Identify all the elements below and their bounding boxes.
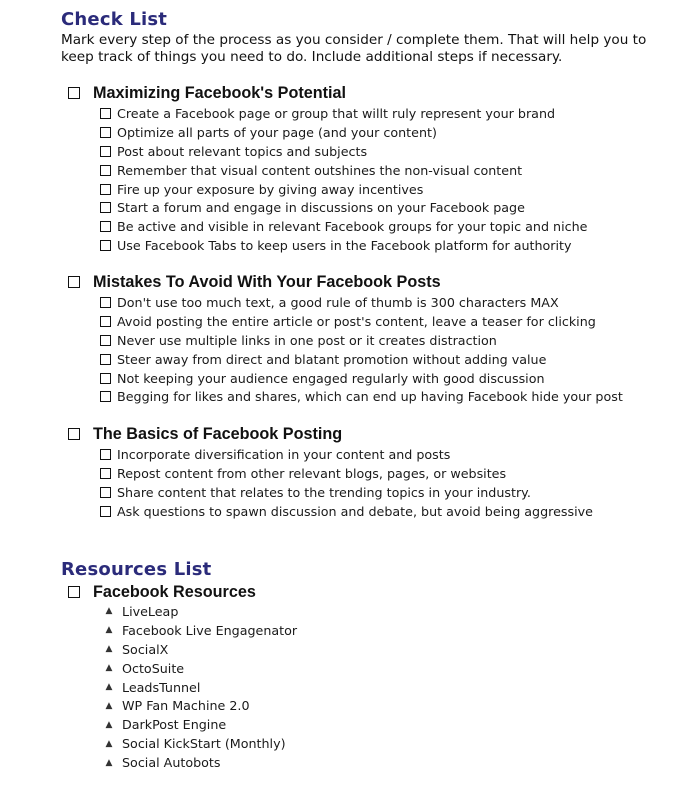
section-title (68, 83, 587, 103)
checkbox[interactable] (68, 586, 80, 598)
tent-bullet-icon: ▲ (105, 682, 113, 692)
resource-item (103, 753, 297, 772)
section-title-text: Maximizing Facebook's Potential (93, 83, 347, 102)
resource-item (103, 602, 297, 621)
checklist-item (100, 123, 587, 142)
checklist-item-text: Use Facebook Tabs to keep users in the Facebook platform for authority (117, 238, 572, 254)
checklist-item (100, 180, 587, 199)
section-basics (68, 424, 593, 521)
checkbox[interactable] (100, 184, 111, 195)
checklist-items (100, 293, 623, 406)
resources-heading: Resources List (61, 559, 212, 580)
checklist-item-text: Ask questions to spawn discussion and debate, but avoid being aggressive (117, 503, 593, 519)
checklist-item-text: Begging for likes and shares, which can end up having Facebook hide your post (117, 389, 623, 405)
checklist-heading: Check List (61, 9, 168, 30)
resource-item-text: LeadsTunnel (122, 679, 201, 695)
checkbox[interactable] (68, 428, 80, 440)
section-title (68, 272, 623, 292)
section-title (68, 582, 297, 602)
checklist-item-text: Remember that visual content outshines the non-visual content (117, 162, 523, 178)
resource-item-text: LiveLeap (122, 603, 179, 619)
checklist-items (100, 445, 593, 521)
checklist-item-text: Repost content from other relevant blogs, pages, or websites (117, 465, 507, 481)
checkbox[interactable] (100, 297, 111, 308)
checkbox[interactable] (68, 276, 80, 288)
checkbox[interactable] (100, 391, 111, 402)
checklist-item (100, 502, 593, 521)
checklist-item-text: Never use multiple links in one post or it creates distraction (117, 332, 497, 348)
section-maximizing (68, 83, 587, 255)
checkbox[interactable] (100, 335, 111, 346)
checkbox[interactable] (68, 87, 80, 99)
checkbox[interactable] (100, 449, 111, 460)
tent-bullet-icon: ▲ (105, 719, 113, 730)
checklist-item (100, 312, 623, 331)
resource-item-text: DarkPost Engine (122, 717, 227, 733)
resource-item (103, 696, 297, 715)
resource-item-text: Social Autobots (122, 755, 221, 771)
resource-item-text: OctoSuite (122, 660, 185, 676)
checkbox[interactable] (100, 468, 111, 479)
checkbox[interactable] (100, 354, 111, 365)
checklist-intro: Mark every step of the process as you consider / complete them. That will help you to keep track of things you need to do. Include additional steps if necessary. (61, 32, 647, 65)
checklist-item-text: Start a forum and engage in discussions on your Facebook page (117, 200, 525, 216)
checklist-item (100, 104, 587, 123)
resource-item (103, 678, 297, 697)
resource-item-text: Facebook Live Engagenator (122, 622, 298, 638)
checklist-item (100, 198, 587, 217)
section-title-text: Facebook Resources (93, 582, 256, 601)
checklist-item-text: Be active and visible in relevant Facebook groups for your topic and niche (117, 219, 588, 235)
tent-bullet-icon: ▲ (105, 625, 113, 636)
checklist-item (100, 369, 623, 388)
tent-bullet-icon: ▲ (105, 644, 113, 655)
checkbox[interactable] (100, 316, 111, 327)
resource-item-text: WP Fan Machine 2.0 (122, 698, 250, 714)
checklist-item (100, 483, 593, 502)
checklist-item (100, 161, 587, 180)
resource-item (103, 621, 297, 640)
checklist-item (100, 445, 593, 464)
checkbox[interactable] (100, 373, 111, 384)
tent-bullet-icon: ▲ (105, 700, 113, 711)
resource-item-text: SocialX (122, 641, 169, 657)
checkbox[interactable] (100, 165, 111, 176)
checklist-item (100, 464, 593, 483)
checklist-item (100, 350, 623, 369)
resource-item (103, 659, 297, 678)
checklist-item (100, 331, 623, 350)
checklist-items (100, 104, 587, 255)
checkbox[interactable] (100, 487, 111, 498)
checkbox[interactable] (100, 146, 111, 157)
resource-item (103, 640, 297, 659)
tent-bullet-icon: ▲ (105, 757, 113, 768)
tent-bullet-icon: ▲ (105, 738, 113, 749)
checklist-item-text: Create a Facebook page or group that willt ruly represent your brand (117, 105, 556, 121)
checkbox[interactable] (100, 127, 111, 138)
checklist-item-text: Post about relevant topics and subjects (117, 143, 368, 159)
resource-item-text: Social KickStart (Monthly) (122, 736, 286, 752)
checklist-item-text: Steer away from direct and blatant promotion without adding value (117, 351, 547, 367)
section-title-text: Mistakes To Avoid With Your Facebook Posts (93, 272, 441, 291)
checkbox[interactable] (100, 221, 111, 232)
section-title-text: The Basics of Facebook Posting (93, 424, 343, 443)
checkbox[interactable] (100, 108, 111, 119)
checklist-item-text: Avoid posting the entire article or post's content, leave a teaser for clicking (117, 313, 596, 329)
checklist-item (100, 236, 587, 255)
checkbox[interactable] (100, 202, 111, 213)
checklist-item (100, 142, 587, 161)
checklist-item-text: Fire up your exposure by giving away incentives (117, 181, 424, 197)
checklist-item-text: Incorporate diversification in your content and posts (117, 446, 451, 462)
checkbox[interactable] (100, 506, 111, 517)
checklist-item (100, 293, 623, 312)
tent-bullet-icon: ▲ (105, 606, 113, 617)
resource-item (103, 715, 297, 734)
checkbox[interactable] (100, 240, 111, 251)
section-facebook-resources (68, 582, 297, 772)
checklist-item (100, 387, 623, 406)
resource-item (103, 734, 297, 753)
section-mistakes (68, 272, 623, 406)
resource-items (103, 602, 297, 772)
checklist-item-text: Don't use too much text, a good rule of thumb is 300 characters MAX (117, 294, 559, 310)
section-title (68, 424, 593, 444)
checklist-item-text: Optimize all parts of your page (and your content) (117, 124, 437, 140)
checklist-item-text: Share content that relates to the trending topics in your industry. (117, 484, 531, 500)
checklist-item-text: Not keeping your audience engaged regularly with good discussion (117, 370, 545, 386)
tent-bullet-icon: ▲ (105, 663, 113, 674)
checklist-item (100, 217, 587, 236)
